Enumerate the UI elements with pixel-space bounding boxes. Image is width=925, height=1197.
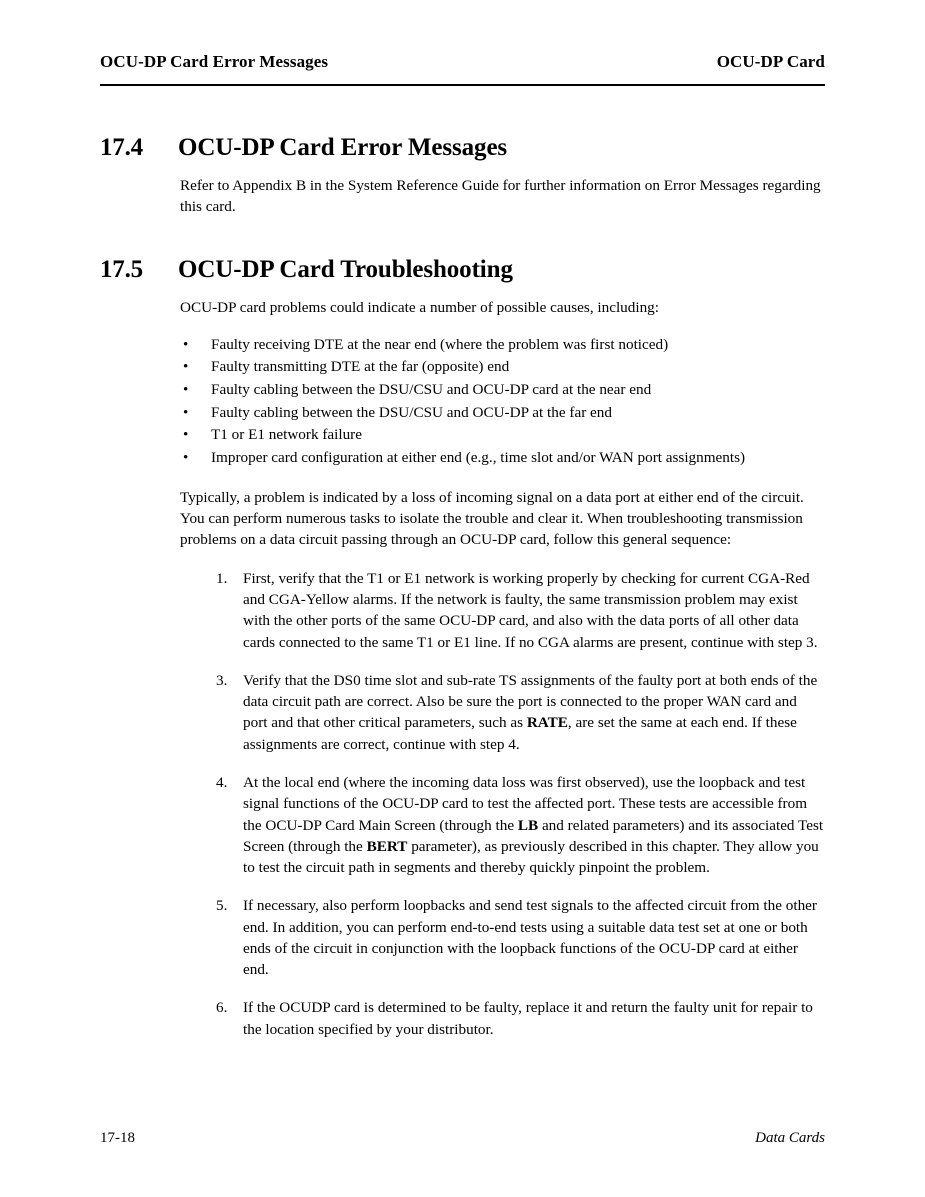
bullet-icon: • — [183, 381, 189, 399]
step-text-run: parameter), as previously described in this chapter. They allow you to test the circuit path in segments and thereby quickly pinpoint the problem. — [243, 837, 819, 877]
section-heading-17-4 — [100, 134, 825, 162]
section-17-4-body — [180, 176, 825, 218]
list-item-text: Faulty cabling between the DSU/CSU and OCU-DP card at the near end — [211, 381, 652, 399]
section-number: 17.5 — [100, 255, 143, 283]
bullet-icon: • — [183, 335, 189, 353]
step-item — [216, 772, 825, 878]
step-text — [243, 672, 817, 753]
list-item — [180, 357, 825, 377]
running-header — [100, 52, 825, 72]
step-text-run: and related parameters) and its associated Test Screen (through the — [243, 816, 824, 855]
header-right-title: OCU-DP Card — [716, 52, 825, 71]
list-item-text: Improper card configuration at either end (e.g., time slot and/or WAN port assignments) — [211, 448, 746, 466]
list-item — [180, 335, 825, 355]
section-title: OCU-DP Card Error Messages — [178, 134, 508, 161]
step-number: 5. — [216, 897, 228, 915]
section-17-5-body — [180, 298, 825, 1040]
steps-container — [216, 568, 825, 1040]
step-number: 4. — [216, 773, 228, 791]
bullet-icon: • — [183, 448, 189, 466]
emphasized-term: BERT — [366, 837, 408, 855]
header-rule — [100, 84, 825, 86]
step-text: If the OCUDP card is determined to be faulty, replace it and return the faulty unit for repair to the location specified by your distributor. — [243, 999, 813, 1038]
list-item-text: T1 or E1 network failure — [211, 426, 362, 444]
page-number: 17-18 — [100, 1130, 135, 1146]
step-text-run: , are set the same at each end. If these assignments are correct, continue with step 4. — [243, 714, 797, 753]
section-number: 17.4 — [100, 134, 143, 161]
step-text: First, verify that the T1 or E1 network is working properly by checking for current CGA-Red and CGA-Yellow alarms. If the network is faulty, the same transmission problem may exist with the other ports of the same OCU-DP card, and also with the data ports of all other data cards connected to the same T1 or E1 line. If no CGA alarms are present, continue with step 3. — [243, 569, 818, 651]
troubleshooting-steps — [216, 568, 825, 1040]
list-item-text: Faulty transmitting DTE at the far (opposite) end — [211, 358, 510, 376]
step-item — [216, 895, 825, 980]
intro-paragraph: Typically, a problem is indicated by a loss of incoming signal on a data port at either end of the circuit. You can perform numerous tasks to isolate the trouble and clear it. When troubleshooting transmission problems on a data circuit passing through an OCU-DP card, follow this general sequence: — [180, 488, 804, 548]
emphasized-term: LB — [517, 816, 539, 834]
step-item — [216, 997, 825, 1040]
emphasized-term: RATE — [526, 714, 568, 732]
bullet-icon: • — [183, 403, 189, 421]
step-text-run: Verify that the DS0 time slot and sub-rate TS assignments of the faulty port at both ends of the data circuit path are correct. Also be sure the port is connected to the proper WAN card and port and that other critical parameters, such as — [243, 671, 818, 732]
list-item — [180, 448, 825, 468]
list-item — [180, 403, 825, 423]
section-title: OCU-DP Card Troubleshooting — [178, 255, 513, 283]
header-left-title: OCU-DP Card Error Messages — [100, 52, 329, 71]
step-number: 3. — [216, 671, 228, 689]
page-footer — [100, 1130, 825, 1147]
step-text: If necessary, also perform loopbacks and send test signals to the affected circuit from the other end. In addition, you can perform end-to-end tests using a suitable data test set at one or both ends of the circuit in conjunction with the loopback functions of the OCU-DP card at either end. — [243, 897, 817, 979]
paragraph: OCU-DP card problems could indicate a number of possible causes, including: — [180, 298, 659, 316]
list-item — [180, 380, 825, 400]
step-number: 1. — [216, 569, 228, 587]
bullet-icon: • — [183, 358, 189, 376]
list-item-text: Faulty cabling between the DSU/CSU and OCU-DP at the far end — [211, 403, 612, 421]
footer-document-title: Data Cards — [755, 1130, 825, 1146]
list-item-text: Faulty receiving DTE at the near end (where the problem was first noticed) — [211, 335, 669, 353]
step-number: 6. — [216, 999, 228, 1017]
step-item — [216, 568, 825, 653]
page-content — [100, 120, 825, 1040]
section-heading-17-5 — [100, 256, 825, 284]
bullet-icon: • — [183, 426, 189, 444]
list-item — [180, 425, 825, 445]
causes-list — [180, 335, 825, 468]
paragraph: Refer to Appendix B in the System Reference Guide for further information on Error Messages regarding this card. — [180, 177, 821, 215]
step-text — [243, 774, 823, 876]
step-text-run: At the local end (where the incoming data loss was first observed), use the loopback and test signal functions of the OCU-DP card to test the affected port. These tests are accessible from the OCU-DP Card Main Screen (through the — [243, 773, 808, 834]
step-item — [216, 670, 825, 755]
